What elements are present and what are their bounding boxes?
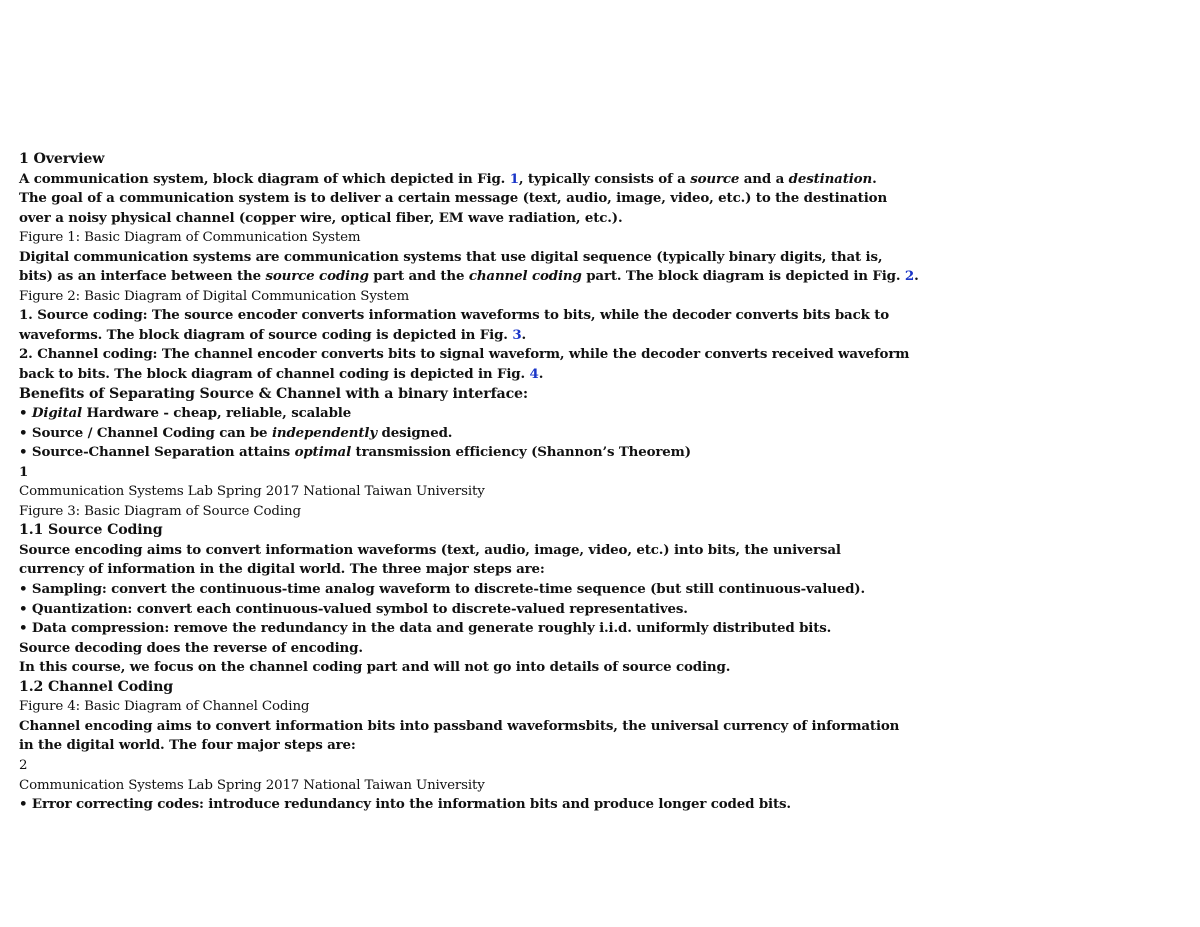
page-footer: Communication Systems Lab Spring 2017 National Taiwan University — [19, 484, 485, 500]
digital-paragraph-line-2: bits) as an interface between the source coding part and the channel coding part. The block diagram is depicted in Fig. 2. — [19, 268, 919, 285]
source-decoding-paragraph: Source decoding does the reverse of encoding. — [19, 639, 363, 656]
figure-2-caption: Figure 2: Basic Diagram of Digital Communication System — [19, 288, 410, 304]
goal-paragraph-line-2: over a noisy physical channel (copper wire, optical fiber, EM wave radiation, etc.). — [19, 209, 623, 226]
channel-encoding-paragraph-line-2: in the digital world. The four major steps are: — [19, 737, 356, 754]
source-coding-item-line-1: 1. Source coding: The source encoder converts information waveforms to bits, while the decoder converts bits back to — [19, 307, 890, 324]
goal-paragraph-line-1: The goal of a communication system is to deliver a certain message (text, audio, image, video, etc.) to the destination — [19, 190, 888, 207]
page-footer: Communication Systems Lab Spring 2017 National Taiwan University — [19, 777, 485, 793]
figure-1-caption: Figure 1: Basic Diagram of Communication System — [19, 230, 361, 246]
source-step-bullet: • Quantization: convert each continuous-valued symbol to discrete-valued representatives. — [19, 600, 688, 617]
figure-reference-link[interactable]: 4 — [529, 366, 539, 383]
benefit-bullet: • Source-Channel Separation attains optimal transmission efficiency (Shannon’s Theorem) — [19, 444, 691, 461]
channel-step-bullet: • Error correcting codes: introduce redundancy into the information bits and produce longer coded bits. — [19, 796, 791, 813]
benefit-bullet: • Digital Hardware - cheap, reliable, scalable — [19, 405, 352, 422]
course-focus-paragraph: In this course, we focus on the channel coding part and will not go into details of source coding. — [19, 659, 731, 676]
page-number: 2 — [19, 757, 28, 773]
section-heading-channel-coding: 1.2 Channel Coding — [19, 678, 174, 695]
source-step-bullet: • Sampling: convert the continuous-time analog waveform to discrete-time sequence (but still continuous-valued). — [19, 581, 866, 598]
figure-reference-link[interactable]: 2 — [904, 268, 915, 285]
figure-4-caption: Figure 4: Basic Diagram of Channel Coding — [19, 699, 310, 715]
source-encoding-paragraph-line-2: currency of information in the digital world. The three major steps are: — [19, 561, 545, 578]
document-body — [19, 150, 1189, 815]
channel-coding-item-line-1: 2. Channel coding: The channel encoder converts bits to signal waveform, while the decoder converts received waveform — [19, 346, 910, 363]
figure-reference-link[interactable]: 1 — [509, 170, 519, 187]
figure-reference-link[interactable]: 3 — [512, 326, 522, 343]
benefit-bullet: • Source / Channel Coding can be independently designed. — [19, 424, 453, 441]
channel-encoding-paragraph-line-1: Channel encoding aims to convert information bits into passband waveformsbits, the universal currency of information — [19, 717, 900, 734]
source-coding-item-line-2: waveforms. The block diagram of source coding is depicted in Fig. 3. — [19, 326, 526, 343]
section-heading-source-coding: 1.1 Source Coding — [19, 522, 163, 539]
page-number: 1 — [19, 463, 29, 480]
digital-paragraph-line-1: Digital communication systems are communication systems that use digital sequence (typically binary digits, that is, — [19, 248, 883, 265]
channel-coding-item-line-2: back to bits. The block diagram of channel coding is depicted in Fig. 4. — [19, 366, 544, 383]
section-heading-overview: 1 Overview — [19, 151, 105, 167]
benefits-heading: Benefits of Separating Source & Channel with a binary interface: — [19, 385, 529, 402]
figure-3-caption: Figure 3: Basic Diagram of Source Coding — [19, 503, 301, 519]
source-step-bullet: • Data compression: remove the redundancy in the data and generate roughly i.i.d. uniformly distributed bits. — [19, 620, 832, 637]
overview-paragraph-line: A communication system, block diagram of which depicted in Fig. 1, typically consists of a source and a destination. — [19, 170, 877, 187]
source-encoding-paragraph-line-1: Source encoding aims to convert information waveforms (text, audio, image, video, etc.) into bits, the universal — [19, 541, 841, 558]
